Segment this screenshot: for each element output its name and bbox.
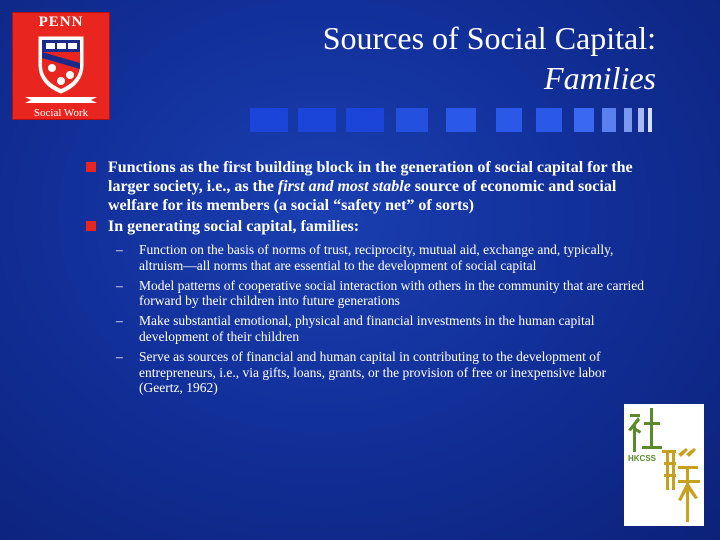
- motto-ribbon-icon: [25, 95, 97, 105]
- hkcss-emblem-icon: [624, 404, 704, 526]
- sub-item: [116, 349, 646, 396]
- sub-item: [116, 278, 646, 310]
- slide-title-line2: Families: [544, 60, 656, 96]
- slide-title: [323, 18, 656, 98]
- slide-body: [86, 158, 646, 400]
- sub-item-text: Make substantial emotional, physical and financial investments in the human capital development of their children: [139, 313, 595, 344]
- logo-top-text: PENN: [38, 14, 84, 30]
- penn-shield-icon: [37, 35, 85, 95]
- bullet-marker-icon: [86, 162, 96, 172]
- bullet-text: In generating social capital, families:: [108, 218, 360, 235]
- bullet-marker-icon: [86, 221, 96, 231]
- dash-marker-icon: –: [116, 242, 123, 257]
- bullet-item: [86, 158, 646, 215]
- sub-item-text: Function on the basis of norms of trust, reciprocity, mutual aid, exchange and, typically, altruism—all norms that are essential to the development of social capital: [139, 242, 614, 273]
- dash-marker-icon: –: [116, 348, 123, 364]
- slide-title-line1: Sources of Social Capital:: [322, 20, 656, 56]
- hkcss-text: HKCSS: [628, 454, 657, 463]
- dash-marker-icon: –: [116, 277, 123, 293]
- logo-bottom-text: Social Work: [33, 107, 89, 119]
- sub-item-text: Serve as sources of financial and human capital in contributing to the development of entrepreneurs, i.e., via gifts, loans, grants, or the provision of free or inexpensive labor (Geertz, 1962): [139, 348, 607, 396]
- sub-item: [116, 313, 646, 345]
- dash-marker-icon: –: [116, 313, 123, 329]
- penn-social-work-logo: [12, 12, 110, 120]
- sub-item-text: Model patterns of cooperative social interaction with others in the community that are carried forward by their children into future generations: [139, 277, 644, 309]
- bullet-text-end: source of economic and social welfare for its members (a social “safety net” of sorts): [108, 178, 617, 214]
- bullet-item: [86, 217, 646, 236]
- sub-item: [116, 242, 646, 274]
- bullet-emphasis: first and most stable: [277, 178, 411, 195]
- decorative-square-bar: [250, 108, 666, 132]
- sub-list: [116, 242, 646, 396]
- hkcss-logo: [624, 404, 704, 526]
- bullet-text-start: Functions as the first building block in the generation of social capital for the larger society, i.e., as the: [108, 159, 633, 195]
